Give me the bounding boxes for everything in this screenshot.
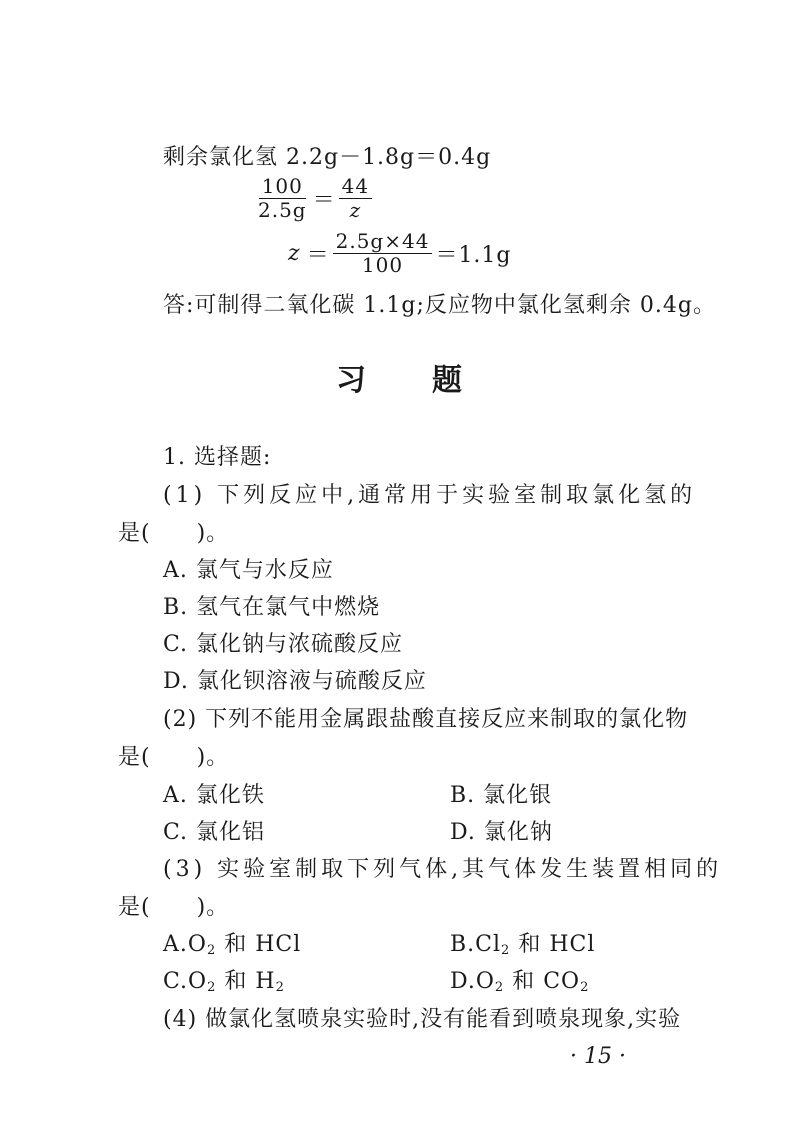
q3-stem-cont: 是( )。 [118, 895, 230, 920]
proportion-equation: $\frac{100}{2.5g}$ ＝ $\frac{44}{z}$ [255, 175, 372, 222]
q3-stem: (3) 实验室制取下列气体,其气体发生装置相同的 [163, 857, 723, 882]
exercise-heading: 1. 选择题: [163, 445, 272, 470]
q2-option-a: A. 氯化铁 [163, 783, 265, 808]
q1-stem-cont: 是( )。 [118, 521, 230, 546]
q3-option-d: $D.O_2$ 和 $CO_2$ [450, 969, 590, 995]
page-number: · 15 · [570, 1044, 626, 1069]
q3-option-c: $C.O_2$ 和 $H_2$ [163, 969, 285, 995]
q3-option-a: $A.O_2$ 和 HCl [163, 932, 302, 958]
fraction-2.5gx44-over-100: $\frac{2.5g\times 44}{100}$ [333, 230, 433, 277]
remaining-hcl-line: 剩余氯化氢 2.2g－1.8g＝0.4g [163, 145, 492, 170]
q1-option-a: A. 氯气与水反应 [163, 558, 334, 583]
q3-option-b: $B.Cl_2$ 和 HCl [450, 932, 596, 958]
section-title: 习 题 [336, 363, 464, 398]
q2-option-d: D. 氯化钠 [450, 820, 553, 845]
q1-stem: (1) 下列反应中,通常用于实验室制取氯化氢的 [163, 483, 697, 508]
answer-line: 答:可制得二氧化碳 1.1g;反应物中氯化氢剩余 0.4g。 [163, 293, 716, 318]
q1-option-d: D. 氯化钡溶液与硫酸反应 [163, 669, 427, 694]
z-solution-equation: z ＝ $\frac{2.5g\times 44}{100}$ ＝1.1g [288, 229, 512, 277]
fraction-100-over-2.5g: $\frac{100}{2.5g}$ [258, 174, 307, 222]
q2-stem: (2) 下列不能用金属跟盐酸直接反应来制取的氯化物 [163, 707, 689, 732]
q4-stem: (4) 做氯化氢喷泉实验时,没有能看到喷泉现象,实验 [163, 1007, 682, 1032]
q2-option-b: B. 氯化银 [450, 783, 553, 808]
q1-option-c: C. 氯化钠与浓硫酸反应 [163, 632, 404, 657]
q2-option-c: C. 氯化铝 [163, 820, 266, 845]
fraction-44-over-z: $\frac{44}{z}$ [339, 175, 372, 222]
q2-stem-cont: 是( )。 [118, 745, 230, 770]
q1-option-b: B. 氢气在氯气中燃烧 [163, 595, 381, 620]
